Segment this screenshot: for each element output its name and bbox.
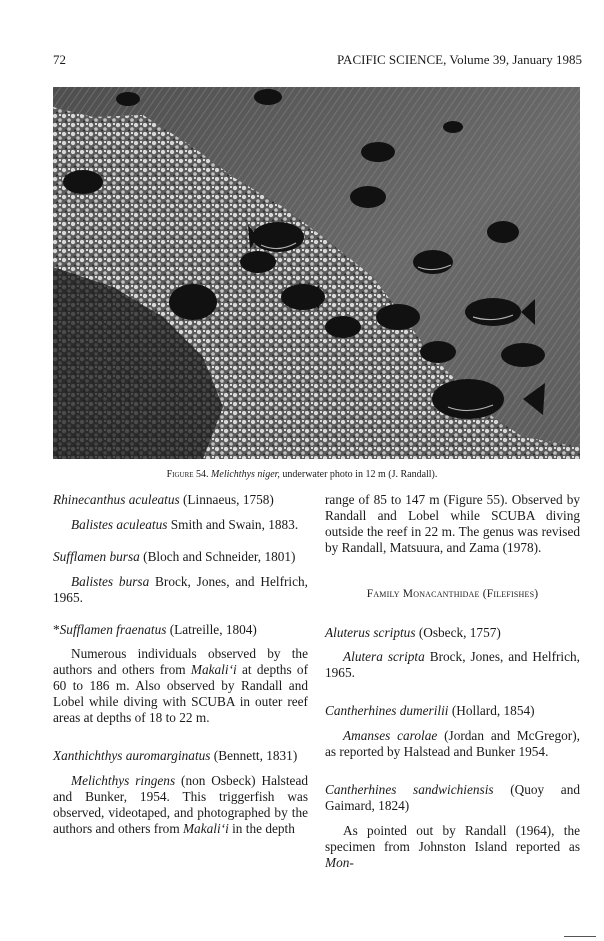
left-column <box>53 492 308 837</box>
synonym: Balistes bursa Brock, Jones, and Helfrich, 1965. <box>53 573 308 605</box>
right-column <box>325 492 580 871</box>
species-entry: Xanthichthys auromarginatus (Bennett, 1831) <box>53 747 298 763</box>
body-paragraph: Numerous individuals observed by the authors and others from Makali‘i at depths of 60 to 186 m. Also observed by Randall and Lobel while diving with SCUBA in outer reef areas at depths of 18 to 22 m. <box>53 646 308 726</box>
body-paragraph: As pointed out by Randall (1964), the specimen from Johnston Island reported as Mon- <box>325 822 580 870</box>
synonym: Amanses carolae (Jordan and McGregor), as reported by Halstead and Bunker 1954. <box>325 728 580 760</box>
synonym: Alutera scripta Brock, Jones, and Helfrich, 1965. <box>325 649 581 681</box>
caption-text: underwater photo in 12 m (J. Randall). <box>282 469 438 480</box>
family-heading: Family Monacanthidae (Filefishes) <box>366 587 539 600</box>
page-number: 72 <box>53 52 66 67</box>
figure-caption <box>0 469 604 480</box>
species-entry: Cantherhines sandwichiensis (Quoy and Gaimard, 1824) <box>325 781 580 813</box>
body-paragraph: Melichthys ringens (non Osbeck) Halstead and Bunker, 1954. This triggerfish was observed, videotaped, and photographed by the authors and others from Makali‘i in the depth <box>53 772 308 836</box>
species-entry: Sufflamen bursa (Bloch and Schneider, 1801) <box>53 548 296 564</box>
caption-label: Figure 54. <box>166 469 209 480</box>
running-head: PACIFIC SCIENCE, Volume 39, January 1985 <box>337 52 582 67</box>
synonym: Balistes aculeatus Smith and Swain, 1883. <box>71 516 299 532</box>
underwater-photo <box>53 87 580 459</box>
body-paragraph: range of 85 to 147 m (Figure 55). Observed by Randall and Lobel while SCUBA diving outside the reef in 22 m. The genus was revised by Randall, Matsuura, and Zama (1978). <box>325 492 580 555</box>
species-entry: Aluterus scriptus (Osbeck, 1757) <box>325 624 501 640</box>
species-entry: *Sufflamen fraenatus (Latreille, 1804) <box>53 621 257 637</box>
caption-species: Melichthys niger, <box>211 469 280 480</box>
corner-rule <box>564 936 596 937</box>
species-entry: Rhinecanthus aculeatus (Linnaeus, 1758) <box>53 492 274 507</box>
species-entry: Cantherhines dumerilii (Hollard, 1854) <box>325 703 535 719</box>
